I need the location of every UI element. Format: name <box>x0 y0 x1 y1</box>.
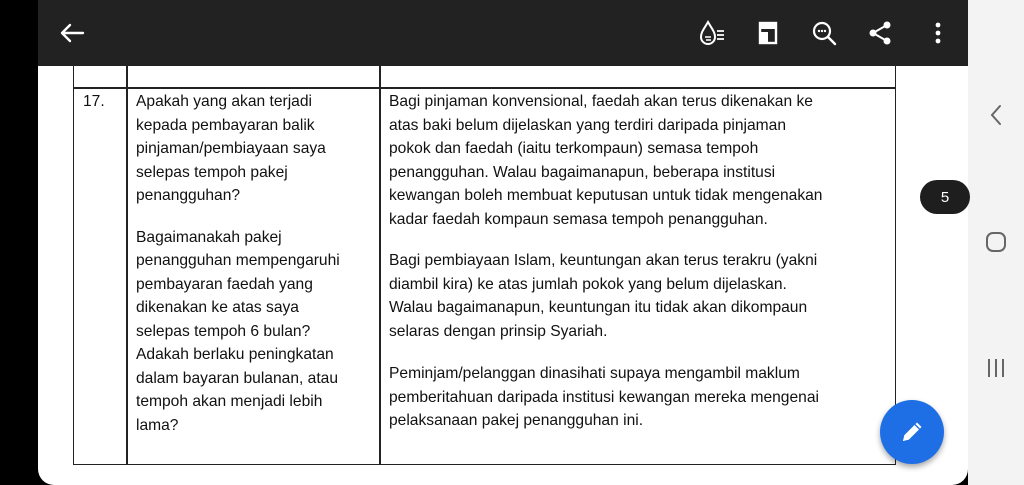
question-paragraph-2 <box>136 226 376 438</box>
more-options-icon[interactable] <box>920 15 956 51</box>
text-line: Adakah berlaku peningkatan <box>136 346 334 363</box>
edit-fab-button[interactable] <box>880 400 944 464</box>
home-nav-icon[interactable] <box>982 228 1010 256</box>
reading-mode-icon[interactable] <box>694 15 730 51</box>
top-toolbar <box>38 0 968 66</box>
text-line: Apakah yang akan terjadi <box>136 93 312 110</box>
back-arrow-icon[interactable] <box>54 15 90 51</box>
pencil-icon <box>898 418 926 446</box>
text-line: penangguhan. Walau bagaimanapun, beberapa institusi <box>389 163 776 181</box>
text-line: Bagaimanakah pakej <box>136 228 282 246</box>
answer-cell <box>389 90 889 433</box>
text-line: kewangan boleh membuat keputusan untuk tidak mengenakan <box>389 187 823 204</box>
column-divider <box>126 89 128 464</box>
text-line: pelaksanaan pakej penangguhan ini. <box>389 412 644 429</box>
document-viewer <box>38 0 968 485</box>
page-number-indicator: 5 <box>920 180 970 214</box>
faq-table-row <box>73 88 896 465</box>
text-line: Bagi pembiayaan Islam, keuntungan akan terus terakru (yakni <box>389 252 818 269</box>
column-divider <box>379 89 381 464</box>
text-line: pokok dan faedah (iaitu terkompaun) semasa tempoh <box>389 140 759 157</box>
text-line: selaras dengan prinsip Syariah. <box>389 322 608 340</box>
text-line: pembayaran faedah yang <box>136 275 313 293</box>
document-page[interactable] <box>73 66 896 466</box>
text-line: pinjaman/pembiayaan saya <box>136 140 326 157</box>
text-line: lama? <box>136 416 179 434</box>
text-line: pemberitahuan daripada institusi kewangan mereka mengenai <box>389 388 819 406</box>
text-line: penangguhan? <box>136 187 241 204</box>
share-icon[interactable] <box>862 15 898 51</box>
search-icon[interactable] <box>806 15 842 51</box>
column-divider <box>126 66 128 88</box>
answer-paragraph-3 <box>389 362 889 433</box>
answer-paragraph-2 <box>389 249 889 343</box>
text-line: kadar faedah kompaun semasa tempoh penangguhan. <box>389 210 768 228</box>
row-number: 17. <box>83 93 105 110</box>
text-line: Bagi pinjaman konvensional, faedah akan terus dikenakan ke <box>389 93 813 110</box>
text-line: selepas tempoh 6 bulan? <box>136 322 311 340</box>
text-line: diambil kira) ke atas jumlah pokok yang belum dijelaskan. <box>389 275 787 293</box>
text-line: Walau bagaimanapun, keuntungan itu tidak akan dikompaun <box>389 299 808 316</box>
text-line: kepada pembayaran balik <box>136 116 315 134</box>
text-line: dalam bayaran bulanan, atau <box>136 369 339 387</box>
back-nav-icon[interactable] <box>984 100 1008 130</box>
text-line: atas baki belum dijelaskan yang terdiri daripada pinjaman <box>389 116 787 134</box>
text-line: Peminjam/pelanggan dinasihati supaya mengambil maklum <box>389 365 800 382</box>
text-line: penangguhan mempengaruhi <box>136 252 340 269</box>
text-line: tempoh akan menjadi lebih <box>136 393 323 410</box>
question-paragraph-1 <box>136 90 376 208</box>
recent-apps-icon[interactable] <box>982 354 1010 382</box>
bookmark-icon[interactable] <box>750 15 786 51</box>
previous-table-row <box>73 66 896 88</box>
question-cell <box>136 90 376 437</box>
column-divider <box>379 66 381 88</box>
answer-paragraph-1 <box>389 90 889 231</box>
navigation-bar <box>968 0 1024 485</box>
text-line: selepas tempoh pakej <box>136 163 288 181</box>
text-line: dikenakan ke atas saya <box>136 299 299 316</box>
